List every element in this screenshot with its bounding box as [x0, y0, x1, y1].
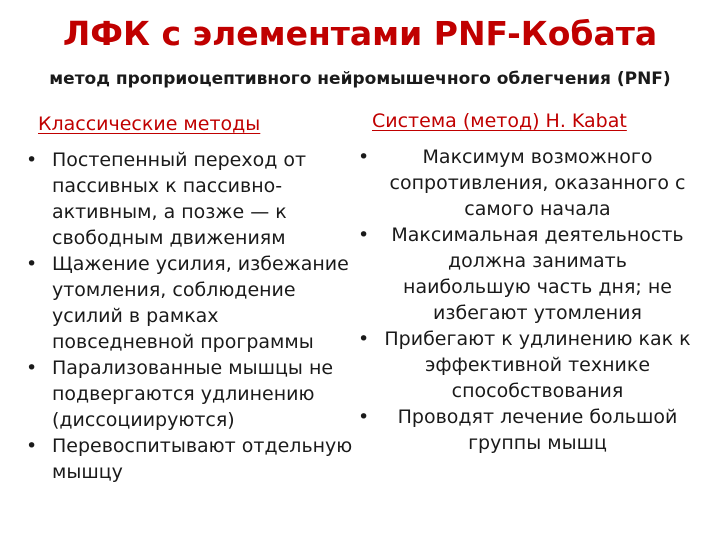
list-item-text: Перевоспитывают отдельную мышцу: [52, 435, 353, 483]
bullet-icon: •: [358, 406, 370, 428]
bullet-icon: •: [358, 328, 370, 350]
list-item: [24, 355, 364, 433]
list-item-text: Максимум возможного сопротивления, оказанного с самого начала: [389, 146, 686, 220]
list-item-text: Прибегают к удлинению как к эффективной технике способствования: [384, 328, 691, 402]
list-item: [24, 433, 364, 485]
list-item: [356, 326, 691, 404]
bullet-icon: •: [26, 149, 38, 171]
bullet-icon: •: [26, 435, 38, 457]
list-item-text: Постепенный переход от пассивных к пассивно-активным, а позже — к свободным движениям: [52, 149, 307, 249]
kabat-method-heading: Система (метод) Н. Kabat: [372, 110, 627, 132]
list-item: [24, 251, 364, 355]
list-item-text: Проводят лечение большой группы мышц: [397, 406, 678, 454]
classic-methods-list: [24, 147, 364, 485]
list-item-text: Щажение усилия, избежание утомления, соблюдение усилий в рамках повседневной программы: [52, 253, 349, 353]
list-item: [24, 147, 364, 251]
list-item: [356, 144, 691, 222]
bullet-icon: •: [26, 253, 38, 275]
bullet-icon: •: [358, 224, 370, 246]
bullet-icon: •: [26, 357, 38, 379]
list-item-text: Максимальная деятельность должна занимать наибольшую часть дня; не избегают утомления: [391, 224, 684, 324]
slide-title: ЛФК с элементами PNF-Кобата: [62, 14, 658, 53]
kabat-method-list: [356, 144, 691, 456]
bullet-icon: •: [358, 146, 370, 168]
slide-subtitle: метод проприоцептивного нейромышечного облегчения (PNF): [49, 69, 671, 89]
list-item: [356, 404, 691, 456]
list-item-text: Парализованные мышцы не подвергаются удлинению (диссоциируются): [52, 357, 334, 431]
classic-methods-heading: Классические методы: [38, 113, 261, 135]
list-item: [356, 222, 691, 326]
